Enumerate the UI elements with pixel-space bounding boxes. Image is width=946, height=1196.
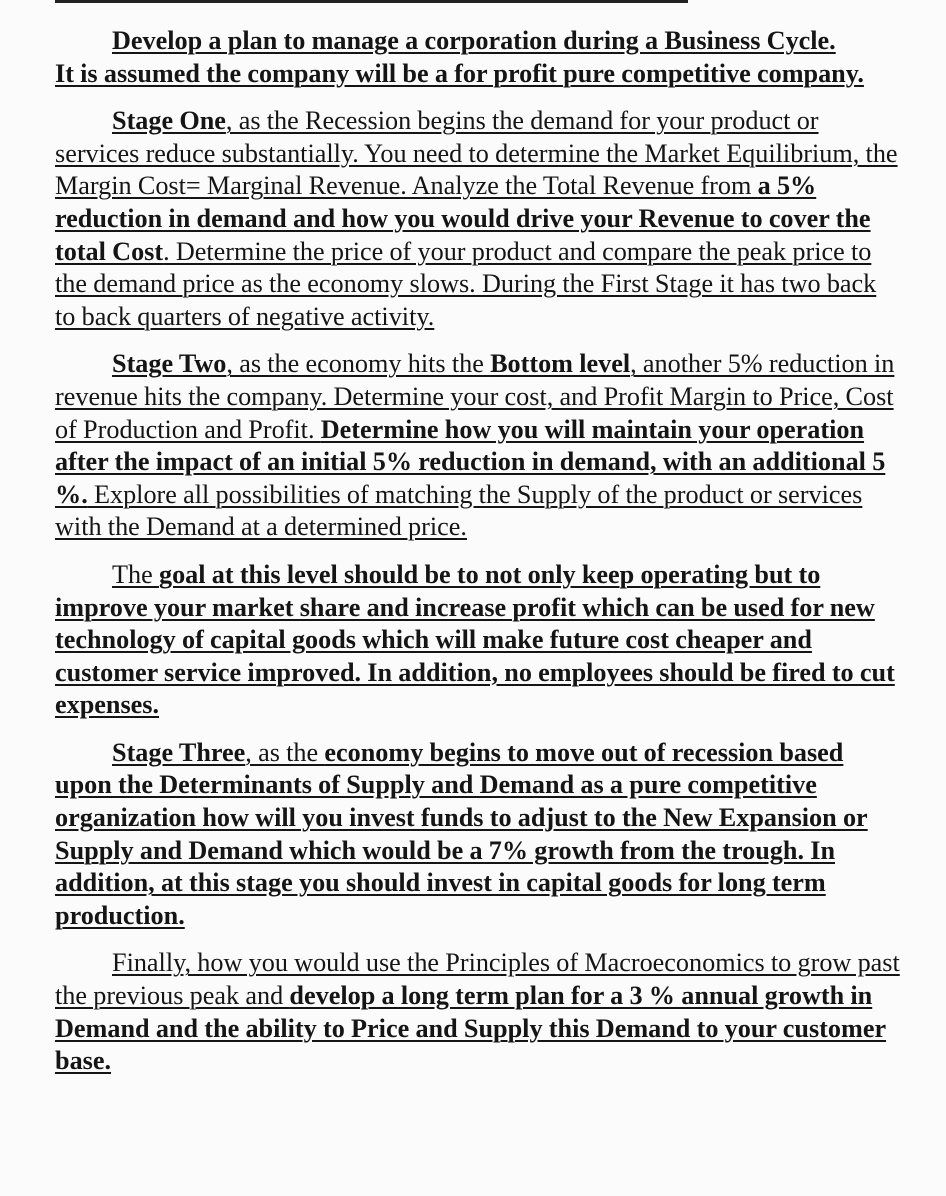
goal-paragraph [55,559,900,722]
stage-three-label: Stage Three [112,737,246,767]
stage-two-bold-2: Determine how you will maintain your operation after the impact of an initial 5% reduction in demand, with an additional 5 %. [55,414,886,509]
stage-one-paragraph [55,105,900,333]
stage-three-paragraph [55,737,900,933]
stage-two-text-2: , another 5% reduction in revenue hits the company. Determine your cost, and Profit Margin to Price, Cost of Production and Profit. [55,349,895,444]
stage-two-text-3: Explore all possibilities of matching the Supply of the product or services with the Demand at a determined price. [55,479,863,542]
finally-paragraph [55,947,900,1077]
stage-three-text-1: , as the [245,737,325,767]
stage-two-paragraph [55,348,900,544]
stage-one-text-1: , as the Recession begins the demand for your product or services reduce substantially. You need to determine the Market Equilibrium, the Margin Cost= Marginal Revenue. Analyze the Total Revenue from [55,106,898,201]
finally-text-1: Finally, how you would use the Principles of Macroeconomics to grow past the previous peak and [55,948,900,1011]
stage-one-text-2: . Determine the price of your product and compare the peak price to the demand price as the economy slows. During the First Stage it has two back to back quarters of negative activity. [55,236,877,331]
stage-two-bold-1: Bottom level [490,349,631,379]
goal-bold-1: goal at this level should be to not only keep operating but to improve your market share and increase profit which can be used for new technology of capital goods which will make future cost cheaper and customer service improved. In addition, no employees should be fired to cut expenses. [55,559,895,720]
stage-one-bold-1: a 5% reduction in demand and how you would drive your Revenue to cover the total Cost [55,171,871,266]
stage-three-bold-1: economy begins to move out of recession based upon the Determinants of Supply and Demand as a pure competitive organization how will you invest funds to adjust to the New Expansion or Supply and Demand which would be a 7% growth from the trough. In addition, at this stage you should invest in capital goods for long term production. [55,737,868,930]
goal-text-1: The [112,559,159,589]
title-line-1: Develop a plan to manage a corporation during a Business Cycle. [112,26,836,55]
stage-two-text-1: , as the economy hits the [226,349,491,379]
stage-two-label: Stage Two [112,349,227,379]
assignment-document [55,25,900,1093]
top-rule [55,0,688,3]
title-line-2: It is assumed the company will be a for profit pure competitive company. [55,58,864,88]
finally-bold-1: develop a long term plan for a 3 % annual growth in Demand and the ability to Price and Supply this Demand to your customer base. [55,981,887,1076]
stage-one-label: Stage One [112,106,226,136]
document-title [55,25,900,90]
